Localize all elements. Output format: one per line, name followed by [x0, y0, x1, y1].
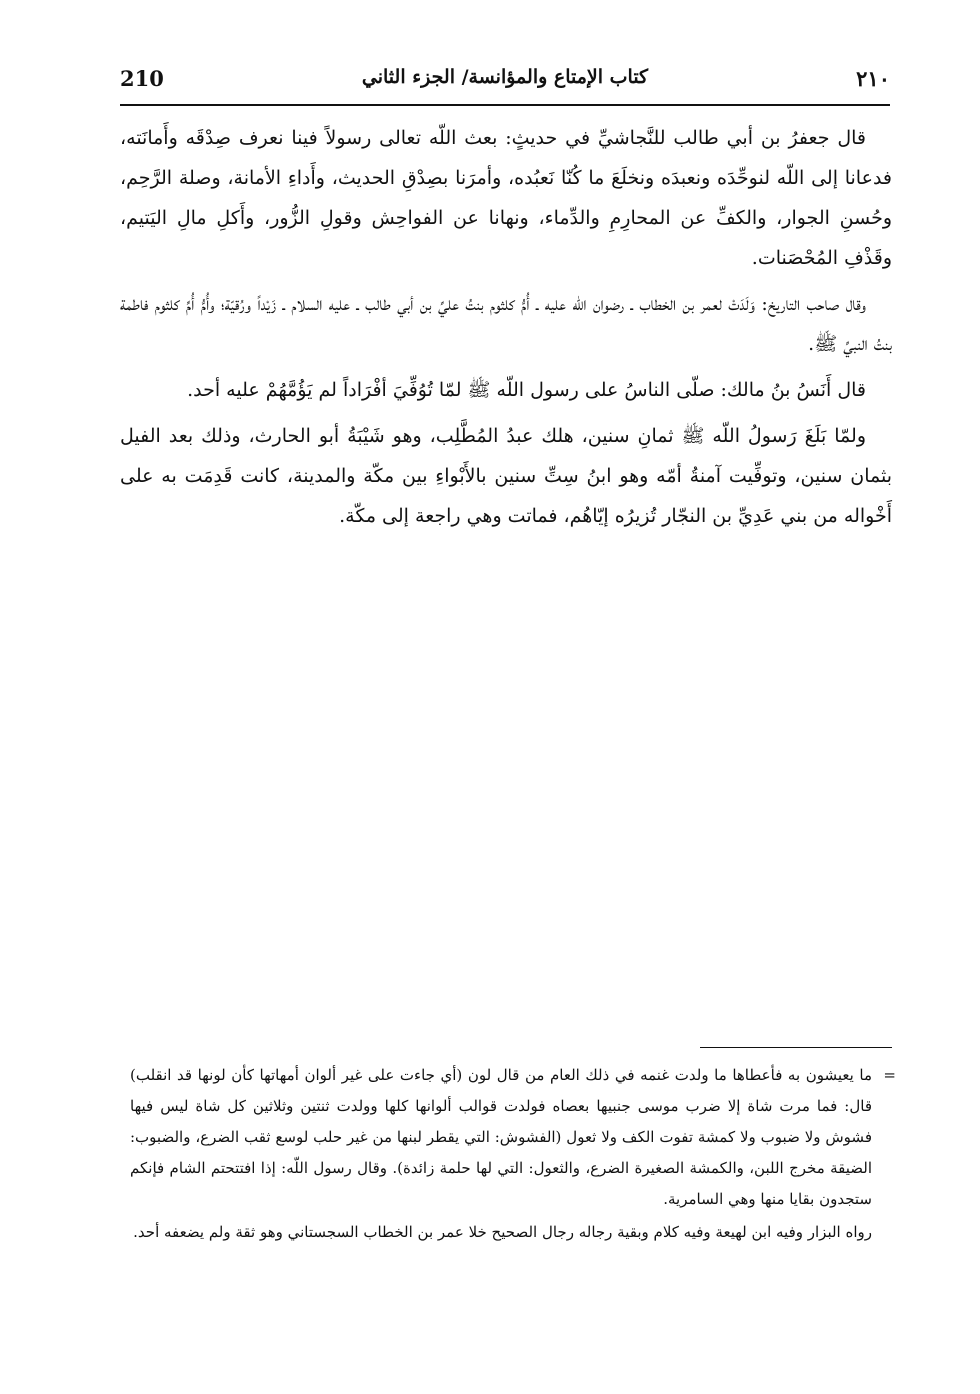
footnote-continuation-marker: =	[883, 1066, 896, 1084]
footnotes	[130, 1060, 896, 1250]
footnote-divider	[700, 1047, 892, 1048]
page-number-arabic: ٢١٠	[856, 66, 890, 91]
footnote-paragraph: ما يعيشون به فأعطاها ما ولدت غنمه في ذلك العام من قال لون (أي جاءت على غير ألوان أمهاتها كأن لونها قد انقلب) قال: فما مرت شاة إلا ضرب موسى جنبيها بعصاه فولدت قوالب ألوانها كلها وولدت ثنتين وثلاثين كل شاة ليس فيها فشوش ولا ضبوب ولا كمشة تفوت الكف ولا ثعول (الفشوش: التي يقطر لبنها من غير حلب لوسع ثقب الضرع، والضبوب: الضيقة مخرج اللبن، والكمشة الصغيرة الضرع، والثعول: التي لها حلمة زائدة). وقال رسول اللّه: إذا افتتحتم الشام فإنكم ستجدون بقايا منها وهي السامرية.	[130, 1066, 872, 1208]
page-number-latin: 210	[120, 66, 164, 91]
main-text	[120, 118, 892, 542]
running-header	[120, 66, 890, 100]
paragraph-anas: قال أَنَسُ بنُ مالك: صلّى الناسُ على رسول اللّه ﷺ لمّا تُوُفِّيَ أفْرَاداً لم يَؤُمَّهُمْ عليه أحد.	[187, 379, 866, 401]
running-title: كتاب الإمتاع والمؤانسة/ الجزء الثاني	[361, 66, 649, 88]
paragraph-abd-al-muttalib: ولمّا بَلَغَ رَسولُ اللّه ﷺ ثمانِ سنين، هلك عبدُ المُطَّلِب، وهو شَيْبَةُ أبو الحارث، وذلك بعد الفيل بثمان سنين، وتوفِّيت آمنةُ أمّه وهو ابنُ سِتِّ سنين بالأَبْواءِ بين مكّة والمدينة، كانت قَدِمَت به على أَخْواله من بني عَدِيِّ بن النجّار تُزيرُه إيّاهُم، فماتت وهي راجعة إلى مكّة.	[120, 425, 892, 527]
paragraph-umm-kulthum: وقال صاحب التاريخ: وَلَدَتْ لعمر بن الخطاب ـ رضوان اللّه عليه ـ أُمُّ كلثوم بنتُ عليِّ بن أبي طالب ـ عليه السلام ـ زَيْداً ورُقيّة؛ وأُمُّ أُمِّ كلثوم فاطمة بنتُ النبيِّ ﷺ.	[120, 293, 892, 355]
paragraph-jafar: قال جعفرُ بن أبي طالب للنَّجاشيِّ في حديثٍ: بعث اللّه تعالى رسولاً فينا نعرف صِدْقَه وأَمانَته، فدعانا إلى اللّه لنوحِّدَه ونعبدَه ونخلَعَ ما كُنّا نَعبُده، وأمرَنا بصِدْقِ الحديث، وأَداءِ الأمانة، وصلة الرَّحِم، وحُسنِ الجوار، والكفِّ عن المحارِمِ والدِّماء، ونهانا عن الفواحِش وقولِ الزُّور، وأَكلِ مالِ اليَتيم، وقَذْفِ المُحْصَنات.	[120, 127, 892, 269]
header-divider	[120, 104, 890, 106]
footnote-paragraph: رواه البزار وفيه ابن لهيعة وفيه كلام وبقية رجاله رجال الصحيح خلا عمر بن الخطاب السجستاني وهو ثقة ولم يضعفه أحد.	[133, 1223, 872, 1241]
